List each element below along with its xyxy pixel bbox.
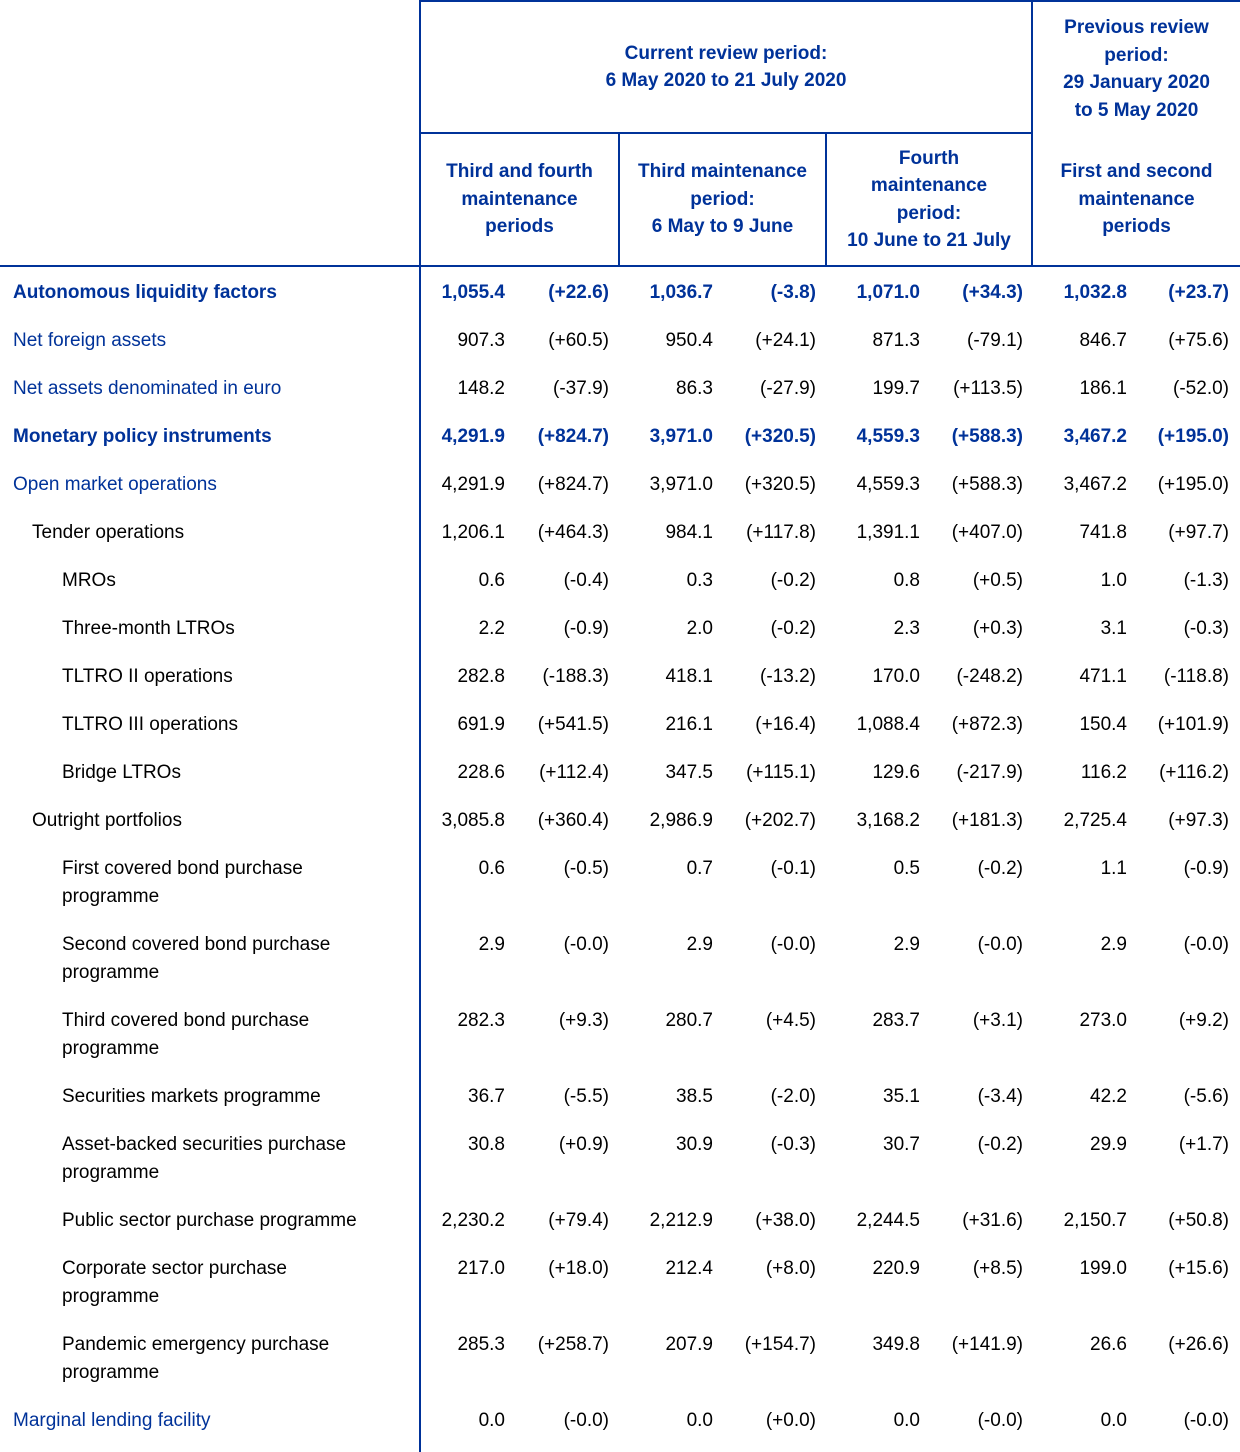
cell-value: 741.8 [1079,522,1127,543]
cell-change: (+872.3) [951,714,1023,735]
cell-change: (+16.4) [755,714,816,735]
cell-change: (-52.0) [1173,378,1229,399]
cell-change: (-0.2) [770,618,816,639]
cell-change: (-1.3) [1183,570,1229,591]
cell-value: 26.6 [1090,1334,1127,1355]
cell-change: (+15.6) [1168,1258,1229,1279]
cell-value: 0.3 [686,570,713,591]
cell-change: (-0.0) [563,934,609,955]
cell-change: (-0.9) [1183,858,1229,879]
table-row [0,796,1240,844]
cell-value: 186.1 [1079,378,1127,399]
cell-change: (+141.9) [951,1334,1023,1355]
cell-value: 129.6 [872,762,920,783]
cell-value: 148.2 [457,378,505,399]
row-label: Marginal lending facility [13,1410,211,1431]
cell-value: 0.7 [686,858,713,879]
row-label: Net assets denominated in euro [13,378,282,399]
cell-value: 2.3 [893,618,920,639]
cell-change: (-0.2) [770,570,816,591]
row-label: First covered bond purchase programme [62,858,303,907]
table-row [0,1396,1240,1444]
table-row [0,604,1240,652]
cell-value: 3,467.2 [1063,426,1127,447]
cell-change: (+8.0) [765,1258,816,1279]
table-row [0,652,1240,700]
cell-value: 0.8 [893,570,920,591]
table-body [0,268,1240,1444]
cell-value: 1.1 [1100,858,1127,879]
cell-change: (+115.1) [746,762,816,783]
cell-change: (+824.7) [537,426,609,447]
cell-change: (+588.3) [951,426,1023,447]
table-row [0,1072,1240,1120]
cell-change: (+154.7) [744,1334,816,1355]
cell-value: 86.3 [676,378,713,399]
cell-change: (+9.3) [558,1010,609,1031]
cell-value: 2,150.7 [1063,1210,1127,1231]
cell-value: 418.1 [665,666,713,687]
row-label: Securities markets programme [62,1086,321,1107]
cell-value: 4,291.9 [441,474,505,495]
cell-change: (-5.6) [1183,1086,1229,1107]
cell-value: 2,244.5 [856,1210,920,1231]
table-row [0,1120,1240,1196]
cell-change: (+113.5) [953,378,1023,399]
table-row [0,920,1240,996]
cell-value: 3,971.0 [649,426,713,447]
cell-change: (+60.5) [548,330,609,351]
cell-change: (-0.0) [1183,934,1229,955]
cell-change: (-37.9) [553,378,609,399]
cell-change: (+23.7) [1168,282,1229,303]
cell-change: (+0.9) [558,1134,609,1155]
table-row [0,460,1240,508]
cell-value: 4,559.3 [856,474,920,495]
cell-change: (-79.1) [967,330,1023,351]
cell-value: 1.0 [1100,570,1127,591]
row-label: Bridge LTROs [62,762,181,783]
cell-change: (+8.5) [972,1258,1023,1279]
cell-change: (-0.2) [977,858,1023,879]
cell-value: 116.2 [1080,762,1127,783]
cell-value: 4,559.3 [856,426,920,447]
cell-value: 0.6 [478,858,505,879]
cell-change: (+320.5) [744,426,816,447]
cell-change: (-0.0) [770,934,816,955]
row-label: Open market operations [13,474,217,495]
cell-value: 0.0 [893,1410,920,1431]
row-label: TLTRO III operations [62,714,238,735]
cell-change: (+34.3) [962,282,1023,303]
cell-value: 199.0 [1079,1258,1127,1279]
cell-change: (-0.0) [977,1410,1023,1431]
cell-value: 1,391.1 [856,522,920,543]
table-row [0,316,1240,364]
cell-value: 30.9 [676,1134,713,1155]
cell-change: (+541.5) [537,714,609,735]
cell-value: 3.1 [1100,618,1127,639]
cell-change: (-0.4) [563,570,609,591]
cell-change: (-0.0) [977,934,1023,955]
cell-value: 282.8 [457,666,505,687]
cell-change: (+24.1) [755,330,816,351]
cell-value: 30.7 [883,1134,920,1155]
table-row [0,268,1240,316]
previous-review-period-header: Previous review period: 29 January 2020 to 5 May 2020 [1063,17,1210,121]
cell-change: (+464.3) [537,522,609,543]
cell-value: 38.5 [676,1086,713,1107]
cell-change: (+0.3) [972,618,1023,639]
row-label: Corporate sector purchase programme [62,1258,287,1307]
cell-value: 207.9 [665,1334,713,1355]
table-row [0,556,1240,604]
column-header-third-fourth: Third and fourth maintenance periods [446,161,593,238]
cell-change: (-188.3) [542,666,609,687]
cell-value: 1,032.8 [1063,282,1127,303]
cell-change: (-0.5) [563,858,609,879]
cell-value: 2,986.9 [649,810,713,831]
cell-change: (+1.7) [1178,1134,1229,1155]
current-review-period-header: Current review period: 6 May 2020 to 21 July 2020 [605,42,847,91]
row-label: Second covered bond purchase programme [62,934,331,983]
cell-value: 3,971.0 [649,474,713,495]
cell-change: (-0.2) [977,1134,1023,1155]
cell-value: 2.9 [686,934,713,955]
table-row [0,508,1240,556]
cell-value: 30.8 [468,1134,505,1155]
column-header-first-second: First and second maintenance periods [1033,134,1240,265]
cell-change: (+258.7) [537,1334,609,1355]
table-row [0,412,1240,460]
cell-change: (+9.2) [1178,1010,1229,1031]
cell-change: (+38.0) [755,1210,816,1231]
cell-value: 3,467.2 [1063,474,1127,495]
row-label: Third covered bond purchase programme [62,1010,310,1059]
cell-value: 2.0 [686,618,713,639]
cell-value: 871.3 [872,330,920,351]
cell-change: (-248.2) [956,666,1023,687]
cell-value: 691.9 [457,714,505,735]
cell-change: (-217.9) [956,762,1023,783]
header-bottom-rule [0,265,1240,267]
cell-change: (+195.0) [1157,426,1229,447]
cell-value: 347.5 [665,762,713,783]
row-label: Public sector purchase programme [62,1210,357,1231]
cell-value: 228.6 [457,762,505,783]
cell-change: (+181.3) [951,810,1023,831]
cell-value: 846.7 [1079,330,1127,351]
table-row [0,1320,1240,1396]
cell-value: 217.0 [457,1258,505,1279]
table-row [0,700,1240,748]
table-row [0,844,1240,920]
cell-change: (+50.8) [1168,1210,1229,1231]
cell-change: (+202.7) [744,810,816,831]
cell-value: 2.9 [1100,934,1127,955]
cell-change: (+360.4) [537,810,609,831]
cell-value: 280.7 [665,1010,713,1031]
cell-change: (-27.9) [760,378,816,399]
cell-value: 907.3 [457,330,505,351]
cell-change: (+0.0) [765,1410,816,1431]
row-label: Autonomous liquidity factors [13,282,277,303]
cell-value: 29.9 [1090,1134,1127,1155]
cell-value: 199.7 [872,378,920,399]
cell-change: (+97.3) [1168,810,1229,831]
cell-change: (+588.3) [951,474,1023,495]
cell-change: (-0.3) [770,1134,816,1155]
cell-value: 3,168.2 [856,810,920,831]
cell-value: 170.0 [872,666,920,687]
row-label: TLTRO II operations [62,666,233,687]
cell-change: (+26.6) [1168,1334,1229,1355]
column-header-third: Third maintenance period: 6 May to 9 June [638,161,807,238]
row-label: Monetary policy instruments [13,426,272,447]
cell-value: 1,071.0 [856,282,920,303]
cell-change: (-0.0) [563,1410,609,1431]
cell-value: 212.4 [665,1258,713,1279]
table-row [0,1244,1240,1320]
cell-change: (+75.6) [1168,330,1229,351]
cell-change: (+31.6) [962,1210,1023,1231]
cell-change: (-3.8) [770,282,816,303]
cell-change: (+18.0) [548,1258,609,1279]
cell-change: (+407.0) [951,522,1023,543]
cell-change: (+320.5) [744,474,816,495]
cell-change: (+4.5) [765,1010,816,1031]
cell-value: 1,088.4 [856,714,920,735]
cell-value: 2,725.4 [1063,810,1127,831]
cell-change: (+824.7) [537,474,609,495]
cell-value: 1,036.7 [649,282,713,303]
cell-value: 42.2 [1090,1086,1127,1107]
cell-value: 273.0 [1079,1010,1127,1031]
cell-change: (-0.0) [1183,1410,1229,1431]
cell-value: 2,212.9 [649,1210,713,1231]
cell-value: 349.8 [872,1334,920,1355]
column-header-fourth: Fourth maintenance period: 10 June to 21 July [847,147,1011,251]
cell-value: 0.0 [686,1410,713,1431]
table-row [0,996,1240,1072]
cell-value: 1,206.1 [441,522,505,543]
cell-value: 950.4 [665,330,713,351]
cell-change: (-5.5) [563,1086,609,1107]
row-label: Asset-backed securities purchase programme [62,1134,347,1183]
cell-change: (-0.9) [563,618,609,639]
cell-value: 4,291.9 [441,426,505,447]
cell-value: 2,230.2 [441,1210,505,1231]
cell-value: 2.9 [893,934,920,955]
cell-value: 282.3 [457,1010,505,1031]
cell-change: (-2.0) [770,1086,816,1107]
cell-change: (-3.4) [977,1086,1023,1107]
cell-change: (-0.1) [770,858,816,879]
cell-change: (+0.5) [972,570,1023,591]
cell-value: 1,055.4 [441,282,505,303]
cell-change: (+112.4) [539,762,609,783]
cell-value: 216.1 [665,714,713,735]
cell-change: (+195.0) [1157,474,1229,495]
cell-value: 0.5 [893,858,920,879]
cell-value: 984.1 [665,522,713,543]
row-label: Outright portfolios [32,810,182,831]
cell-change: (+116.2) [1159,762,1229,783]
cell-value: 283.7 [872,1010,920,1031]
cell-value: 0.0 [1100,1410,1127,1431]
cell-value: 0.6 [478,570,505,591]
cell-value: 150.4 [1079,714,1127,735]
cell-value: 36.7 [468,1086,505,1107]
cell-change: (-118.8) [1163,666,1229,687]
row-label: Net foreign assets [13,330,167,351]
cell-change: (+97.7) [1168,522,1229,543]
cell-value: 471.1 [1079,666,1127,687]
cell-value: 220.9 [872,1258,920,1279]
cell-change: (+117.8) [746,522,816,543]
row-label: Tender operations [32,522,185,543]
cell-change: (+22.6) [548,282,609,303]
table-row [0,748,1240,796]
row-label: Three-month LTROs [62,618,235,639]
cell-change: (-0.3) [1183,618,1229,639]
cell-value: 2.2 [478,618,505,639]
cell-change: (+79.4) [548,1210,609,1231]
cell-change: (-13.2) [760,666,816,687]
row-label: MROs [62,570,116,591]
cell-change: (+101.9) [1157,714,1229,735]
row-label: Pandemic emergency purchase programme [62,1334,330,1383]
table-row [0,1196,1240,1244]
cell-value: 35.1 [883,1086,920,1107]
cell-value: 285.3 [457,1334,505,1355]
cell-change: (+3.1) [972,1010,1023,1031]
cell-value: 2.9 [478,934,505,955]
cell-value: 3,085.8 [441,810,505,831]
table-row [0,364,1240,412]
cell-value: 0.0 [478,1410,505,1431]
